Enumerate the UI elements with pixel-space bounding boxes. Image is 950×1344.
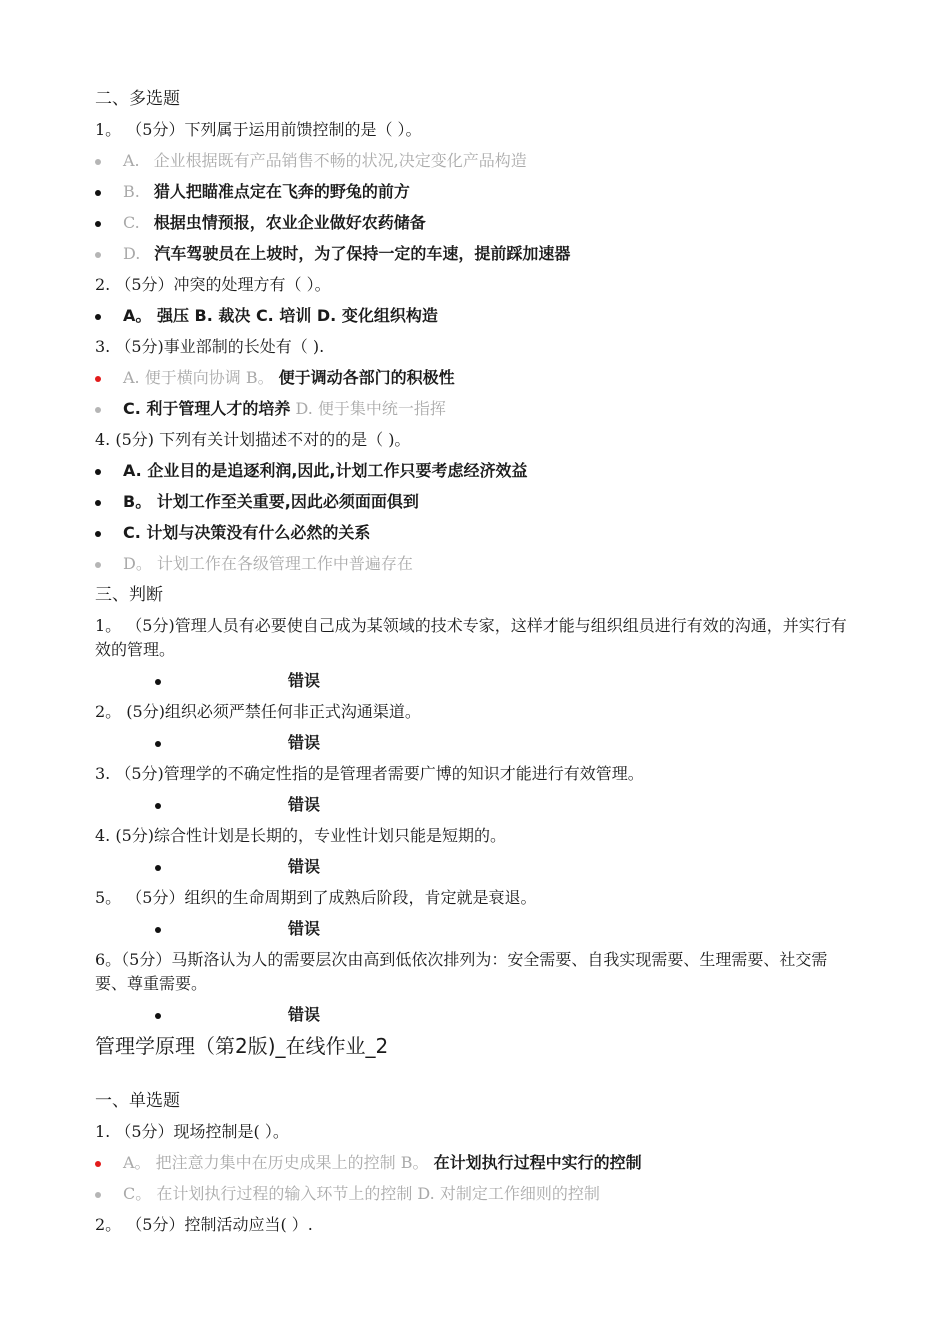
judge-4-answer[interactable]: 错误: [155, 856, 161, 878]
question-4-option-a[interactable]: A. 企业目的是追逐利润,因此,计划工作只要考虑经济效益: [95, 460, 528, 482]
bullet-icon: [95, 159, 101, 165]
section-heading-true-false: 三、判断: [95, 585, 163, 605]
question-1-option-a[interactable]: A. 企业根据既有产品销售不畅的状况,决定变化产品构造: [95, 150, 527, 172]
bullet-icon: [95, 252, 101, 258]
question-3-stem: 3. （5分)事业部制的长处有（ ).: [95, 337, 325, 356]
bullet-icon: [155, 803, 161, 809]
bullet-icon: [155, 1013, 161, 1019]
single-question-2-stem: 2。 （5分）控制活动应当( ）.: [95, 1215, 313, 1234]
bullet-icon: [95, 221, 101, 227]
bullet-icon: [95, 1161, 101, 1167]
section-heading-multiple-choice: 二、多选题: [95, 89, 180, 109]
bullet-icon: [95, 314, 101, 320]
bullet-icon: [95, 407, 101, 413]
bullet-icon: [95, 562, 101, 568]
section-heading-single-choice: 一、单选题: [95, 1091, 180, 1111]
judge-1-stem: 1。 （5分)管理人员有必要使自己成为某领域的技术专家，这样才能与组织组员进行有效的沟通，并实行有效的管理。: [95, 616, 847, 659]
question-4-option-c[interactable]: C. 计划与决策没有什么必然的关系: [95, 522, 370, 544]
question-4-option-b[interactable]: B。 计划工作至关重要,因此必须面面俱到: [95, 491, 419, 513]
judge-2-stem: 2。 (5分)组织必须严禁任何非正式沟通渠道。: [95, 702, 421, 721]
judge-3-answer[interactable]: 错误: [155, 794, 161, 816]
document-title: 管理学原理（第2版)_在线作业_2: [95, 1034, 389, 1058]
question-3-options-row-1[interactable]: A. 便于横向协调 B。 便于调动各部门的积极性: [95, 367, 455, 389]
bullet-icon: [155, 865, 161, 871]
bullet-icon: [95, 500, 101, 506]
question-1-option-c[interactable]: C. 根据虫情预报，农业企业做好农药储备: [95, 212, 426, 234]
judge-6-answer[interactable]: 错误: [155, 1004, 161, 1026]
judge-5-stem: 5。 （5分）组织的生命周期到了成熟后阶段，肯定就是衰退。: [95, 888, 537, 907]
judge-6-stem: 6。（5分）马斯洛认为人的需要层次由高到低依次排列为：安全需要、自我实现需要、生理需要、社交需要、尊重需要。: [95, 950, 828, 993]
judge-5-answer[interactable]: 错误: [155, 918, 161, 940]
bullet-icon: [95, 469, 101, 475]
question-1-option-b[interactable]: B. 猎人把瞄准点定在飞奔的野兔的前方: [95, 181, 410, 203]
bullet-icon: [95, 376, 101, 382]
judge-4-stem: 4. (5分)综合性计划是长期的，专业性计划只能是短期的。: [95, 826, 507, 845]
bullet-icon: [95, 190, 101, 196]
question-1-option-d[interactable]: D. 汽车驾驶员在上坡时，为了保持一定的车速，提前踩加速器: [95, 243, 570, 265]
single-question-1-options-row-1[interactable]: A。 把注意力集中在历史成果上的控制 B。 在计划执行过程中实行的控制: [95, 1152, 642, 1174]
question-1-stem: 1。 （5分）下列属于运用前馈控制的是（ ）。: [95, 120, 422, 139]
bullet-icon: [95, 531, 101, 537]
single-question-1-options-row-2[interactable]: C。 在计划执行过程的输入环节上的控制 D. 对制定工作细则的控制: [95, 1183, 600, 1205]
question-4-stem: 4. (5分) 下列有关计划描述不对的的是（ )。: [95, 430, 411, 449]
question-3-options-row-2[interactable]: C. 利于管理人才的培养 D. 便于集中统一指挥: [95, 398, 446, 420]
bullet-icon: [155, 741, 161, 747]
judge-3-stem: 3. （5分)管理学的不确定性指的是管理者需要广博的知识才能进行有效管理。: [95, 764, 644, 783]
bullet-icon: [155, 679, 161, 685]
question-2-options[interactable]: A。 强压 B. 裁决 C. 培训 D. 变化组织构造: [95, 305, 438, 327]
bullet-icon: [155, 927, 161, 933]
single-question-1-stem: 1. （5分）现场控制是( ）。: [95, 1122, 289, 1141]
question-4-option-d[interactable]: D。 计划工作在各级管理工作中普遍存在: [95, 553, 413, 575]
bullet-icon: [95, 1192, 101, 1198]
judge-1-answer[interactable]: 错误: [155, 670, 161, 692]
judge-2-answer[interactable]: 错误: [155, 732, 161, 754]
question-2-stem: 2. （5分）冲突的处理方有（ ）。: [95, 275, 331, 294]
